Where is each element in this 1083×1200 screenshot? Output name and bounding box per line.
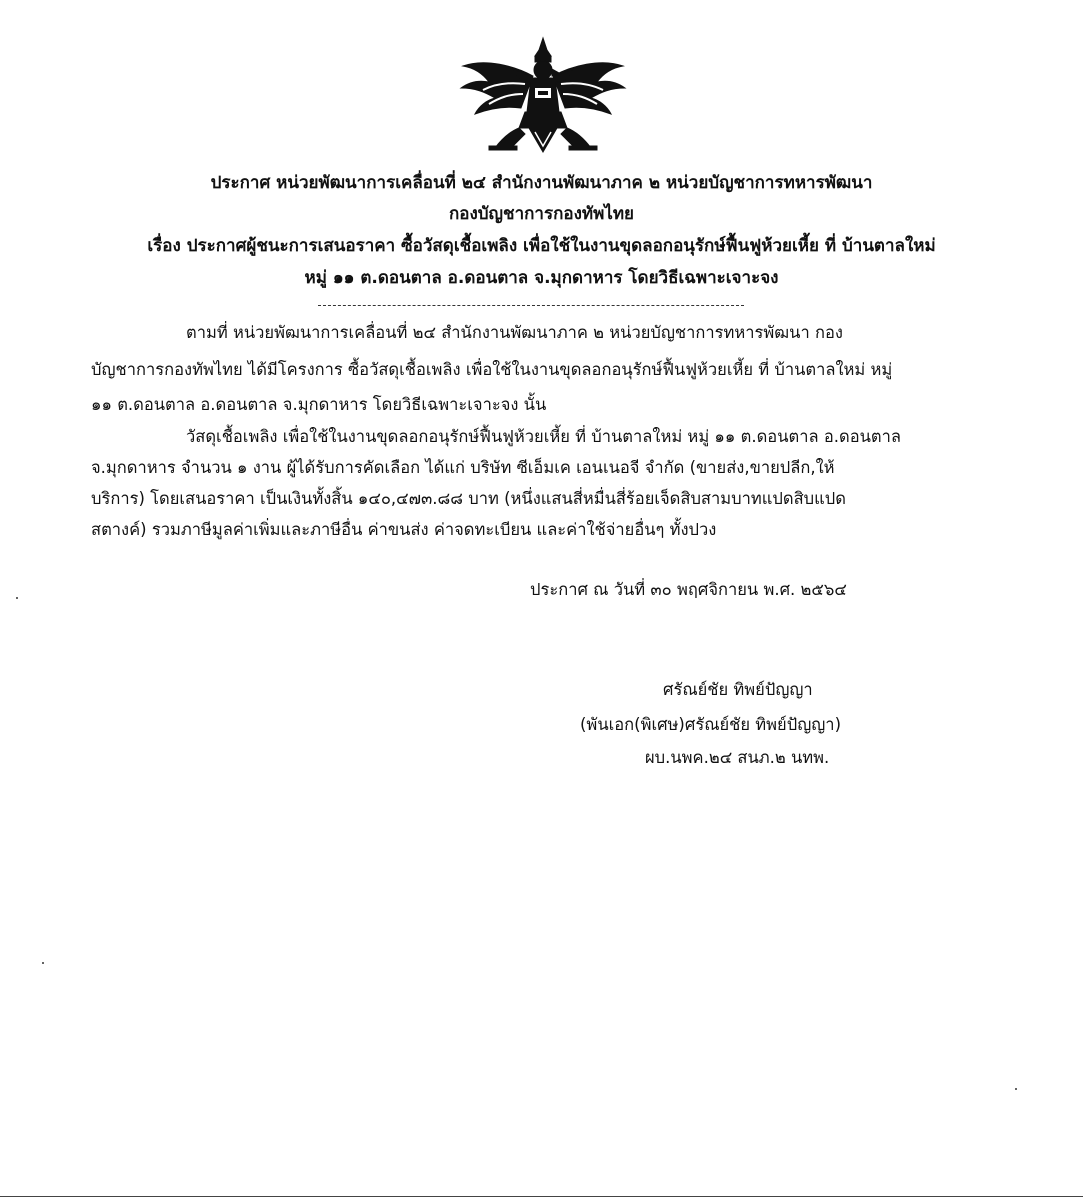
heading-subject-line-1: เรื่อง ประกาศผู้ชนะการเสนอราคา ซื้อวัสดุเชื้อเพลิง เพื่อใช้ในงานขุดลอกอนุรักษ์ฟื้นฟูห้วยเหี้ย ที่ บ้านตาลใหม่ bbox=[147, 236, 936, 256]
signer-position: ผบ.นพค.๒๔ สนภ.๒ นทพ. bbox=[645, 748, 830, 767]
heading-line-2: กองบัญชาการกองทัพไทย bbox=[448, 204, 635, 224]
garuda-emblem-icon bbox=[455, 36, 631, 154]
heading-divider bbox=[318, 305, 744, 306]
signature-name: ศรัณย์ชัย ทิพย์ปัญญา bbox=[663, 680, 813, 699]
paragraph-2-line-3: บริการ) โดยเสนอราคา เป็นเงินทั้งสิ้น ๑๔๐,๔๗๓.๘๘ บาท (หนึ่งแสนสี่หมื่นสี่ร้อยเจ็ดสิบสามบาทแปดสิบแปด bbox=[91, 489, 846, 508]
heading-subject-line-2: หมู่ ๑๑ ต.ดอนตาล อ.ดอนตาล จ.มุกดาหาร โดยวิธีเฉพาะเจาะจง bbox=[304, 268, 779, 288]
signer-full-name: (พันเอก(พิเศษ)ศรัณย์ชัย ทิพย์ปัญญา) bbox=[580, 715, 842, 734]
scan-speck bbox=[42, 962, 44, 964]
scan-speck bbox=[1015, 1088, 1017, 1090]
announcement-date: ประกาศ ณ วันที่ ๓๐ พฤศจิกายน พ.ศ. ๒๕๖๔ bbox=[530, 580, 847, 599]
page-bottom-edge bbox=[0, 1196, 1083, 1197]
scan-speck bbox=[16, 597, 18, 599]
paragraph-2-line-1: วัสดุเชื้อเพลิง เพื่อใช้ในงานขุดลอกอนุรักษ์ฟื้นฟูห้วยเหี้ย ที่ บ้านตาลใหม่ หมู่ ๑๑ ต.ดอนตาล อ.ดอนตาล bbox=[186, 427, 901, 446]
paragraph-1-line-1: ตามที่ หน่วยพัฒนาการเคลื่อนที่ ๒๔ สำนักงานพัฒนาภาค ๒ หน่วยบัญชาการทหารพัฒนา กอง bbox=[186, 323, 843, 342]
paragraph-2-line-2: จ.มุกดาหาร จำนวน ๑ งาน ผู้ได้รับการคัดเลือก ได้แก่ บริษัท ซีเอ็มเค เอนเนอจี จำกัด (ขายส่ง,ขายปลีก,ให้ bbox=[91, 458, 835, 477]
paragraph-1-line-2: บัญชาการกองทัพไทย ได้มีโครงการ ซื้อวัสดุเชื้อเพลิง เพื่อใช้ในงานขุดลอกอนุรักษ์ฟื้นฟูห้วยเหี้ย ที่ บ้านตาลใหม่ หมู่ bbox=[91, 360, 893, 379]
paragraph-1-line-3: ๑๑ ต.ดอนตาล อ.ดอนตาล จ.มุกดาหาร โดยวิธีเฉพาะเจาะจง นั้น bbox=[91, 395, 547, 414]
paragraph-2-line-4: สตางค์) รวมภาษีมูลค่าเพิ่มและภาษีอื่น ค่าขนส่ง ค่าจดทะเบียน และค่าใช้จ่ายอื่นๆ ทั้งปวง bbox=[91, 520, 717, 539]
heading-line-1: ประกาศ หน่วยพัฒนาการเคลื่อนที่ ๒๔ สำนักงานพัฒนาภาค ๒ หน่วยบัญชาการทหารพัฒนา bbox=[210, 173, 873, 193]
